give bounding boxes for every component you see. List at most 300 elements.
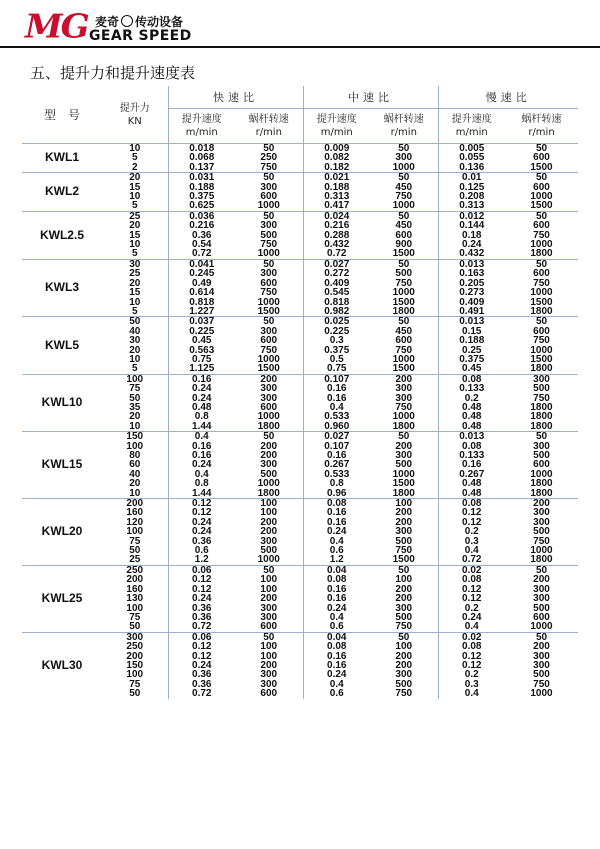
medium-rpm-cell: 300 <box>395 450 413 461</box>
medium-rpm-cell: 50 <box>370 632 438 642</box>
slow-rpm-cell: 1000 <box>530 239 553 251</box>
medium-speed-cell: 0.4 <box>303 680 370 689</box>
medium-speed-cell: 0.533 <box>303 412 370 421</box>
table-row <box>22 479 578 488</box>
fast-speed-cell: 0.12 <box>168 642 235 651</box>
medium-speed-cell: 0.288 <box>303 231 370 240</box>
medium-speed-cell: 0.24 <box>303 527 370 536</box>
table-row <box>22 546 578 555</box>
slow-rpm-cell: 50 <box>505 317 578 327</box>
slow-rpm-cell: 1000 <box>530 468 553 480</box>
medium-speed-cell: 0.8 <box>303 479 370 488</box>
slow-rpm-cell: 1000 <box>530 287 553 299</box>
slow-speed-cell: 0.48 <box>438 412 505 421</box>
lift-force-cell: 10 <box>102 144 168 154</box>
medium-speed-cell: 0.08 <box>303 642 370 651</box>
table-row <box>22 269 578 278</box>
lift-force-cell: 250 <box>126 641 144 653</box>
medium-rpm-cell: 1500 <box>392 363 415 375</box>
slow-speed-cell: 0.08 <box>438 575 505 584</box>
lift-force-cell: 15 <box>129 229 141 241</box>
slow-rpm-cell: 50 <box>505 211 578 221</box>
table-row <box>22 403 578 412</box>
fast-speed-cell: 0.12 <box>168 508 235 517</box>
fast-speed-cell: 0.216 <box>168 221 235 230</box>
medium-speed-cell: 0.08 <box>303 499 370 509</box>
lift-force-cell: 10 <box>129 191 141 203</box>
slow-rpm-cell: 1800 <box>530 478 553 490</box>
slow-rpm-cell: 1000 <box>530 344 553 356</box>
slow-speed-cell: 0.01 <box>438 173 505 183</box>
fast-speed-cell: 1.227 <box>168 307 235 317</box>
subheader-unit: m/min <box>455 127 488 138</box>
lift-force-cell: 25 <box>102 211 168 221</box>
slow-speed-cell: 0.48 <box>438 489 505 499</box>
medium-speed-cell: 0.417 <box>303 201 370 211</box>
slow-speed-cell: 0.18 <box>438 231 505 240</box>
table-row <box>22 422 578 432</box>
fast-speed-cell: 0.72 <box>168 249 235 259</box>
slow-rpm-cell: 50 <box>505 173 578 183</box>
fast-rpm-cell: 200 <box>260 659 278 671</box>
lift-force-cell: 5 <box>131 248 138 260</box>
medium-speed-cell: 0.107 <box>303 442 370 451</box>
fast-rpm-cell: 600 <box>260 277 278 289</box>
slow-rpm-cell: 500 <box>533 669 550 681</box>
slow-speed-cell: 0.2 <box>438 394 505 403</box>
fast-rpm-cell: 100 <box>260 574 278 586</box>
brand-seal-icon <box>121 15 133 27</box>
medium-rpm-cell: 500 <box>395 611 413 623</box>
table-row <box>22 555 578 565</box>
fast-speed-cell: 0.245 <box>168 269 235 278</box>
medium-rpm-cell: 600 <box>395 335 413 347</box>
slow-speed-cell: 0.08 <box>438 374 505 384</box>
fast-rpm-cell: 1000 <box>257 200 280 212</box>
fast-speed-cell: 0.45 <box>168 336 235 345</box>
fast-speed-cell: 0.8 <box>168 479 235 488</box>
medium-rpm-cell: 900 <box>395 239 413 251</box>
slow-rpm-cell: 1500 <box>530 296 553 308</box>
slow-speed-cell: 0.012 <box>438 211 505 221</box>
medium-rpm-cell: 1000 <box>392 161 415 173</box>
fast-speed-cell: 0.36 <box>168 537 235 546</box>
medium-rpm-cell: 300 <box>395 602 413 614</box>
slow-speed-cell: 0.48 <box>438 422 505 432</box>
fast-rpm-cell: 1000 <box>257 353 280 365</box>
medium-speed-cell: 0.6 <box>303 546 370 555</box>
subheader-unit: r/min <box>255 127 282 138</box>
fast-rpm-cell: 750 <box>260 344 278 356</box>
slow-rpm-cell: 50 <box>505 144 578 154</box>
slow-rpm-cell: 200 <box>533 641 550 653</box>
slow-speed-cell: 0.013 <box>438 432 505 442</box>
slow-speed-cell: 0.4 <box>438 546 505 555</box>
medium-speed-cell: 0.24 <box>303 604 370 613</box>
slow-speed-cell: 0.02 <box>438 632 505 642</box>
slow-speed-cell: 0.409 <box>438 298 505 307</box>
medium-speed-cell: 0.182 <box>303 163 370 173</box>
subheader-label: 蜗杆转速 <box>521 114 562 125</box>
medium-speed-cell: 0.009 <box>303 144 370 154</box>
medium-rpm-cell: 500 <box>395 268 413 280</box>
medium-speed-cell: 0.267 <box>303 460 370 469</box>
fast-speed-cell: 0.24 <box>168 518 235 527</box>
slow-speed-cell: 0.12 <box>438 518 505 527</box>
fast-rpm-cell: 300 <box>260 268 278 280</box>
slow-speed-cell: 0.133 <box>438 451 505 460</box>
slow-rpm-cell: 50 <box>505 565 578 575</box>
lift-force-cell: 250 <box>102 565 168 575</box>
medium-rpm-cell: 200 <box>395 650 413 662</box>
fast-speed-cell: 0.6 <box>168 546 235 555</box>
fast-speed-cell: 0.041 <box>168 259 235 269</box>
slow-speed-cell: 0.013 <box>438 317 505 327</box>
slow-speed-cell: 0.136 <box>438 163 505 173</box>
table-row <box>22 613 578 622</box>
medium-rpm-cell: 50 <box>370 259 438 269</box>
fast-speed-cell: 0.137 <box>168 163 235 173</box>
medium-speed-cell: 0.3 <box>303 336 370 345</box>
fast-rpm-cell: 1500 <box>257 305 280 317</box>
medium-rpm-cell: 300 <box>395 152 413 164</box>
fast-rpm-cell: 750 <box>260 239 278 251</box>
table-row <box>22 355 578 364</box>
medium-rpm-cell: 750 <box>395 401 413 413</box>
lift-force-cell: 50 <box>129 621 141 633</box>
brand-name-cn-part2: 传动设备 <box>135 15 184 29</box>
medium-speed-cell: 0.4 <box>303 537 370 546</box>
lift-force-cell: 200 <box>126 650 144 662</box>
fast-speed-cell: 0.36 <box>168 670 235 679</box>
medium-speed-cell: 0.16 <box>303 384 370 393</box>
medium-rpm-cell: 50 <box>370 144 438 154</box>
medium-rpm-cell: 100 <box>395 641 413 653</box>
lift-force-cell: 20 <box>129 411 141 423</box>
table-row <box>22 240 578 249</box>
medium-rpm-cell: 300 <box>395 669 413 681</box>
fast-rpm-cell: 100 <box>260 650 278 662</box>
medium-rpm-cell: 50 <box>370 211 438 221</box>
fast-speed-cell: 0.48 <box>168 403 235 412</box>
slow-speed-cell: 0.08 <box>438 442 505 451</box>
medium-speed-cell: 0.021 <box>303 173 370 183</box>
brand-name-en: GEAR SPEED <box>89 28 192 44</box>
fast-speed-cell: 0.018 <box>168 144 235 154</box>
lift-force-cell: 120 <box>126 516 144 528</box>
fast-rpm-cell: 200 <box>260 440 278 452</box>
medium-rpm-cell: 1800 <box>392 487 415 499</box>
fast-rpm-cell: 300 <box>260 611 278 623</box>
fast-rpm-cell: 200 <box>260 526 278 538</box>
header-lift-force-label: 提升力 <box>119 102 150 114</box>
medium-rpm-cell: 1500 <box>392 248 415 260</box>
medium-rpm-cell: 750 <box>395 545 413 557</box>
fast-rpm-cell: 300 <box>260 392 278 404</box>
fast-speed-cell: 0.49 <box>168 279 235 288</box>
slow-speed-cell: 0.12 <box>438 661 505 670</box>
lift-force-cell: 40 <box>129 468 141 480</box>
table-row <box>22 221 578 230</box>
fast-speed-cell: 0.12 <box>168 499 235 509</box>
fast-rpm-cell: 1000 <box>257 554 280 566</box>
medium-speed-cell: 0.313 <box>303 192 370 201</box>
table-row <box>22 661 578 670</box>
medium-speed-cell: 0.272 <box>303 269 370 278</box>
lift-force-cell: 50 <box>129 688 141 700</box>
fast-rpm-cell: 1000 <box>257 296 280 308</box>
medium-speed-cell: 0.72 <box>303 249 370 259</box>
slow-rpm-cell: 50 <box>505 432 578 442</box>
fast-rpm-cell: 300 <box>260 459 278 471</box>
fast-speed-cell: 0.563 <box>168 346 235 355</box>
fast-speed-cell: 0.24 <box>168 661 235 670</box>
slow-rpm-cell: 50 <box>505 632 578 642</box>
lift-force-cell: 130 <box>126 593 144 605</box>
lift-force-cell: 160 <box>126 583 144 595</box>
table-row <box>22 537 578 546</box>
medium-speed-cell: 0.24 <box>303 670 370 679</box>
fast-speed-cell: 0.031 <box>168 173 235 183</box>
table-row <box>22 432 578 442</box>
table-row <box>22 346 578 355</box>
slow-speed-cell: 0.188 <box>438 336 505 345</box>
fast-rpm-cell: 600 <box>260 335 278 347</box>
fast-rpm-cell: 300 <box>260 669 278 681</box>
header-medium-ratio: 中速比 <box>303 86 438 109</box>
fast-rpm-cell: 300 <box>260 220 278 232</box>
model-cell: KWL3 <box>22 259 102 316</box>
medium-rpm-cell: 1500 <box>392 296 415 308</box>
fast-rpm-cell: 1000 <box>257 248 280 260</box>
lift-force-cell: 75 <box>129 535 141 547</box>
table-row <box>22 394 578 403</box>
lift-force-cell: 40 <box>129 325 141 337</box>
slow-speed-cell: 0.313 <box>438 201 505 211</box>
subheader-label: 提升速度 <box>181 114 222 125</box>
fast-speed-cell: 0.625 <box>168 201 235 211</box>
fast-speed-cell: 0.16 <box>168 442 235 451</box>
model-cell: KWL5 <box>22 317 102 374</box>
table-row <box>22 451 578 460</box>
slow-rpm-cell: 1000 <box>530 191 553 203</box>
medium-speed-cell: 0.08 <box>303 575 370 584</box>
medium-rpm-cell: 750 <box>395 621 413 633</box>
medium-speed-cell: 0.16 <box>303 652 370 661</box>
lift-force-cell: 150 <box>102 432 168 442</box>
model-cell: KWL25 <box>22 565 102 632</box>
slow-rpm-cell: 200 <box>505 499 578 509</box>
slow-rpm-cell: 1800 <box>530 248 553 260</box>
table-row <box>22 279 578 288</box>
fast-rpm-cell: 300 <box>260 325 278 337</box>
fast-rpm-cell: 500 <box>260 468 278 480</box>
slow-rpm-cell: 1000 <box>530 545 553 557</box>
medium-speed-cell: 0.6 <box>303 622 370 632</box>
lift-force-cell: 300 <box>102 632 168 642</box>
lift-force-cell: 10 <box>129 487 141 499</box>
medium-rpm-cell: 200 <box>395 440 413 452</box>
medium-rpm-cell: 200 <box>395 659 413 671</box>
fast-rpm-cell: 1800 <box>257 487 280 499</box>
table-row <box>22 336 578 345</box>
fast-rpm-cell: 600 <box>260 688 278 700</box>
slow-rpm-cell: 300 <box>533 593 550 605</box>
medium-rpm-cell: 1000 <box>392 468 415 480</box>
table-row <box>22 317 578 327</box>
medium-rpm-cell: 200 <box>370 374 438 384</box>
slow-speed-cell: 0.144 <box>438 221 505 230</box>
medium-rpm-cell: 100 <box>370 499 438 509</box>
fast-rpm-cell: 500 <box>260 545 278 557</box>
slow-speed-cell: 0.375 <box>438 355 505 364</box>
medium-speed-cell: 0.432 <box>303 240 370 249</box>
slow-speed-cell: 0.133 <box>438 384 505 393</box>
medium-speed-cell: 0.5 <box>303 355 370 364</box>
header-fast-ratio: 快速比 <box>168 86 303 109</box>
medium-speed-cell: 0.225 <box>303 327 370 336</box>
table-row <box>22 201 578 211</box>
medium-speed-cell: 0.16 <box>303 451 370 460</box>
fast-speed-cell: 0.72 <box>168 622 235 632</box>
table-row <box>22 565 578 575</box>
table-row <box>22 527 578 536</box>
medium-speed-cell: 0.6 <box>303 689 370 698</box>
medium-speed-cell: 0.16 <box>303 518 370 527</box>
lift-force-cell: 50 <box>102 317 168 327</box>
table-row <box>22 144 578 154</box>
model-cell: KWL30 <box>22 632 102 698</box>
slow-rpm-cell: 600 <box>533 325 550 337</box>
table-row <box>22 288 578 297</box>
medium-rpm-cell: 1800 <box>392 420 415 432</box>
medium-speed-cell: 0.982 <box>303 307 370 317</box>
medium-speed-cell: 0.04 <box>303 565 370 575</box>
medium-speed-cell: 0.188 <box>303 183 370 192</box>
subheader-unit: m/min <box>185 127 218 138</box>
slow-rpm-cell: 600 <box>533 459 550 471</box>
subheader-fast-rpm <box>235 109 303 144</box>
lift-force-cell: 5 <box>131 305 138 317</box>
medium-speed-cell: 0.545 <box>303 288 370 297</box>
fast-speed-cell: 0.54 <box>168 240 235 249</box>
medium-speed-cell: 0.024 <box>303 211 370 221</box>
lift-force-cell: 10 <box>129 296 141 308</box>
medium-rpm-cell: 300 <box>395 392 413 404</box>
model-cell: KWL20 <box>22 499 102 566</box>
slow-speed-cell: 0.208 <box>438 192 505 201</box>
fast-rpm-cell: 500 <box>260 229 278 241</box>
fast-speed-cell: 0.24 <box>168 460 235 469</box>
slow-speed-cell: 0.24 <box>438 613 505 622</box>
slow-rpm-cell: 1500 <box>530 161 553 173</box>
fast-speed-cell: 0.06 <box>168 632 235 642</box>
slow-speed-cell: 0.2 <box>438 527 505 536</box>
slow-speed-cell: 0.4 <box>438 622 505 632</box>
slow-speed-cell: 0.12 <box>438 594 505 603</box>
medium-speed-cell: 0.409 <box>303 279 370 288</box>
table-row <box>22 163 578 173</box>
subheader-medium-speed <box>303 109 370 144</box>
table-row <box>22 632 578 642</box>
slow-rpm-cell: 500 <box>533 602 550 614</box>
table-row <box>22 470 578 479</box>
fast-speed-cell: 0.36 <box>168 680 235 689</box>
medium-rpm-cell: 300 <box>395 526 413 538</box>
lift-force-cell: 200 <box>126 574 144 586</box>
slow-rpm-cell: 750 <box>533 678 550 690</box>
slow-speed-cell: 0.125 <box>438 183 505 192</box>
slow-rpm-cell: 300 <box>533 440 550 452</box>
subheader-label: 蜗杆转速 <box>383 114 424 125</box>
lift-force-cell: 5 <box>131 363 138 375</box>
medium-rpm-cell: 100 <box>395 574 413 586</box>
page-header <box>0 0 600 48</box>
medium-rpm-cell: 1000 <box>392 353 415 365</box>
lift-force-cell: 25 <box>129 554 141 566</box>
medium-speed-cell: 0.16 <box>303 585 370 594</box>
lift-force-cell: 30 <box>129 335 141 347</box>
fast-rpm-cell: 300 <box>260 181 278 193</box>
slow-speed-cell: 0.02 <box>438 565 505 575</box>
table-row <box>22 412 578 421</box>
lift-force-cell: 20 <box>129 220 141 232</box>
slow-speed-cell: 0.432 <box>438 249 505 259</box>
table-row <box>22 594 578 603</box>
slow-rpm-cell: 1500 <box>530 353 553 365</box>
lift-force-cell: 75 <box>129 678 141 690</box>
lift-force-cell: 20 <box>129 344 141 356</box>
fast-speed-cell: 0.188 <box>168 183 235 192</box>
medium-rpm-cell: 450 <box>395 325 413 337</box>
subheader-label: 提升速度 <box>451 114 492 125</box>
slow-rpm-cell: 500 <box>533 383 550 395</box>
slow-rpm-cell: 1000 <box>530 688 553 700</box>
fast-rpm-cell: 100 <box>235 499 303 509</box>
slow-rpm-cell: 1000 <box>530 621 553 633</box>
fast-speed-cell: 0.12 <box>168 585 235 594</box>
fast-speed-cell: 0.12 <box>168 575 235 584</box>
table-row <box>22 442 578 451</box>
fast-speed-cell: 0.72 <box>168 689 235 698</box>
lift-force-cell: 30 <box>102 259 168 269</box>
medium-speed-cell: 0.16 <box>303 594 370 603</box>
slow-rpm-cell: 300 <box>533 507 550 519</box>
fast-speed-cell: 0.36 <box>168 231 235 240</box>
medium-rpm-cell: 200 <box>395 516 413 528</box>
lift-force-cell: 20 <box>129 277 141 289</box>
fast-speed-cell: 1.44 <box>168 489 235 499</box>
fast-rpm-cell: 300 <box>260 678 278 690</box>
fast-rpm-cell: 600 <box>260 401 278 413</box>
medium-rpm-cell: 200 <box>395 583 413 595</box>
lift-force-cell: 50 <box>129 545 141 557</box>
fast-speed-cell: 0.36 <box>168 613 235 622</box>
slow-rpm-cell: 500 <box>533 450 550 461</box>
fast-rpm-cell: 50 <box>235 317 303 327</box>
table-row <box>22 499 578 509</box>
slow-rpm-cell: 750 <box>533 535 550 547</box>
slow-rpm-cell: 750 <box>533 335 550 347</box>
medium-speed-cell: 0.75 <box>303 364 370 374</box>
model-cell: KWL15 <box>22 432 102 499</box>
table-row <box>22 307 578 317</box>
lift-force-cell: 5 <box>131 200 138 212</box>
table-row <box>22 585 578 594</box>
fast-rpm-cell: 300 <box>260 383 278 395</box>
table-row <box>22 173 578 183</box>
subheader-unit: r/min <box>390 127 417 138</box>
